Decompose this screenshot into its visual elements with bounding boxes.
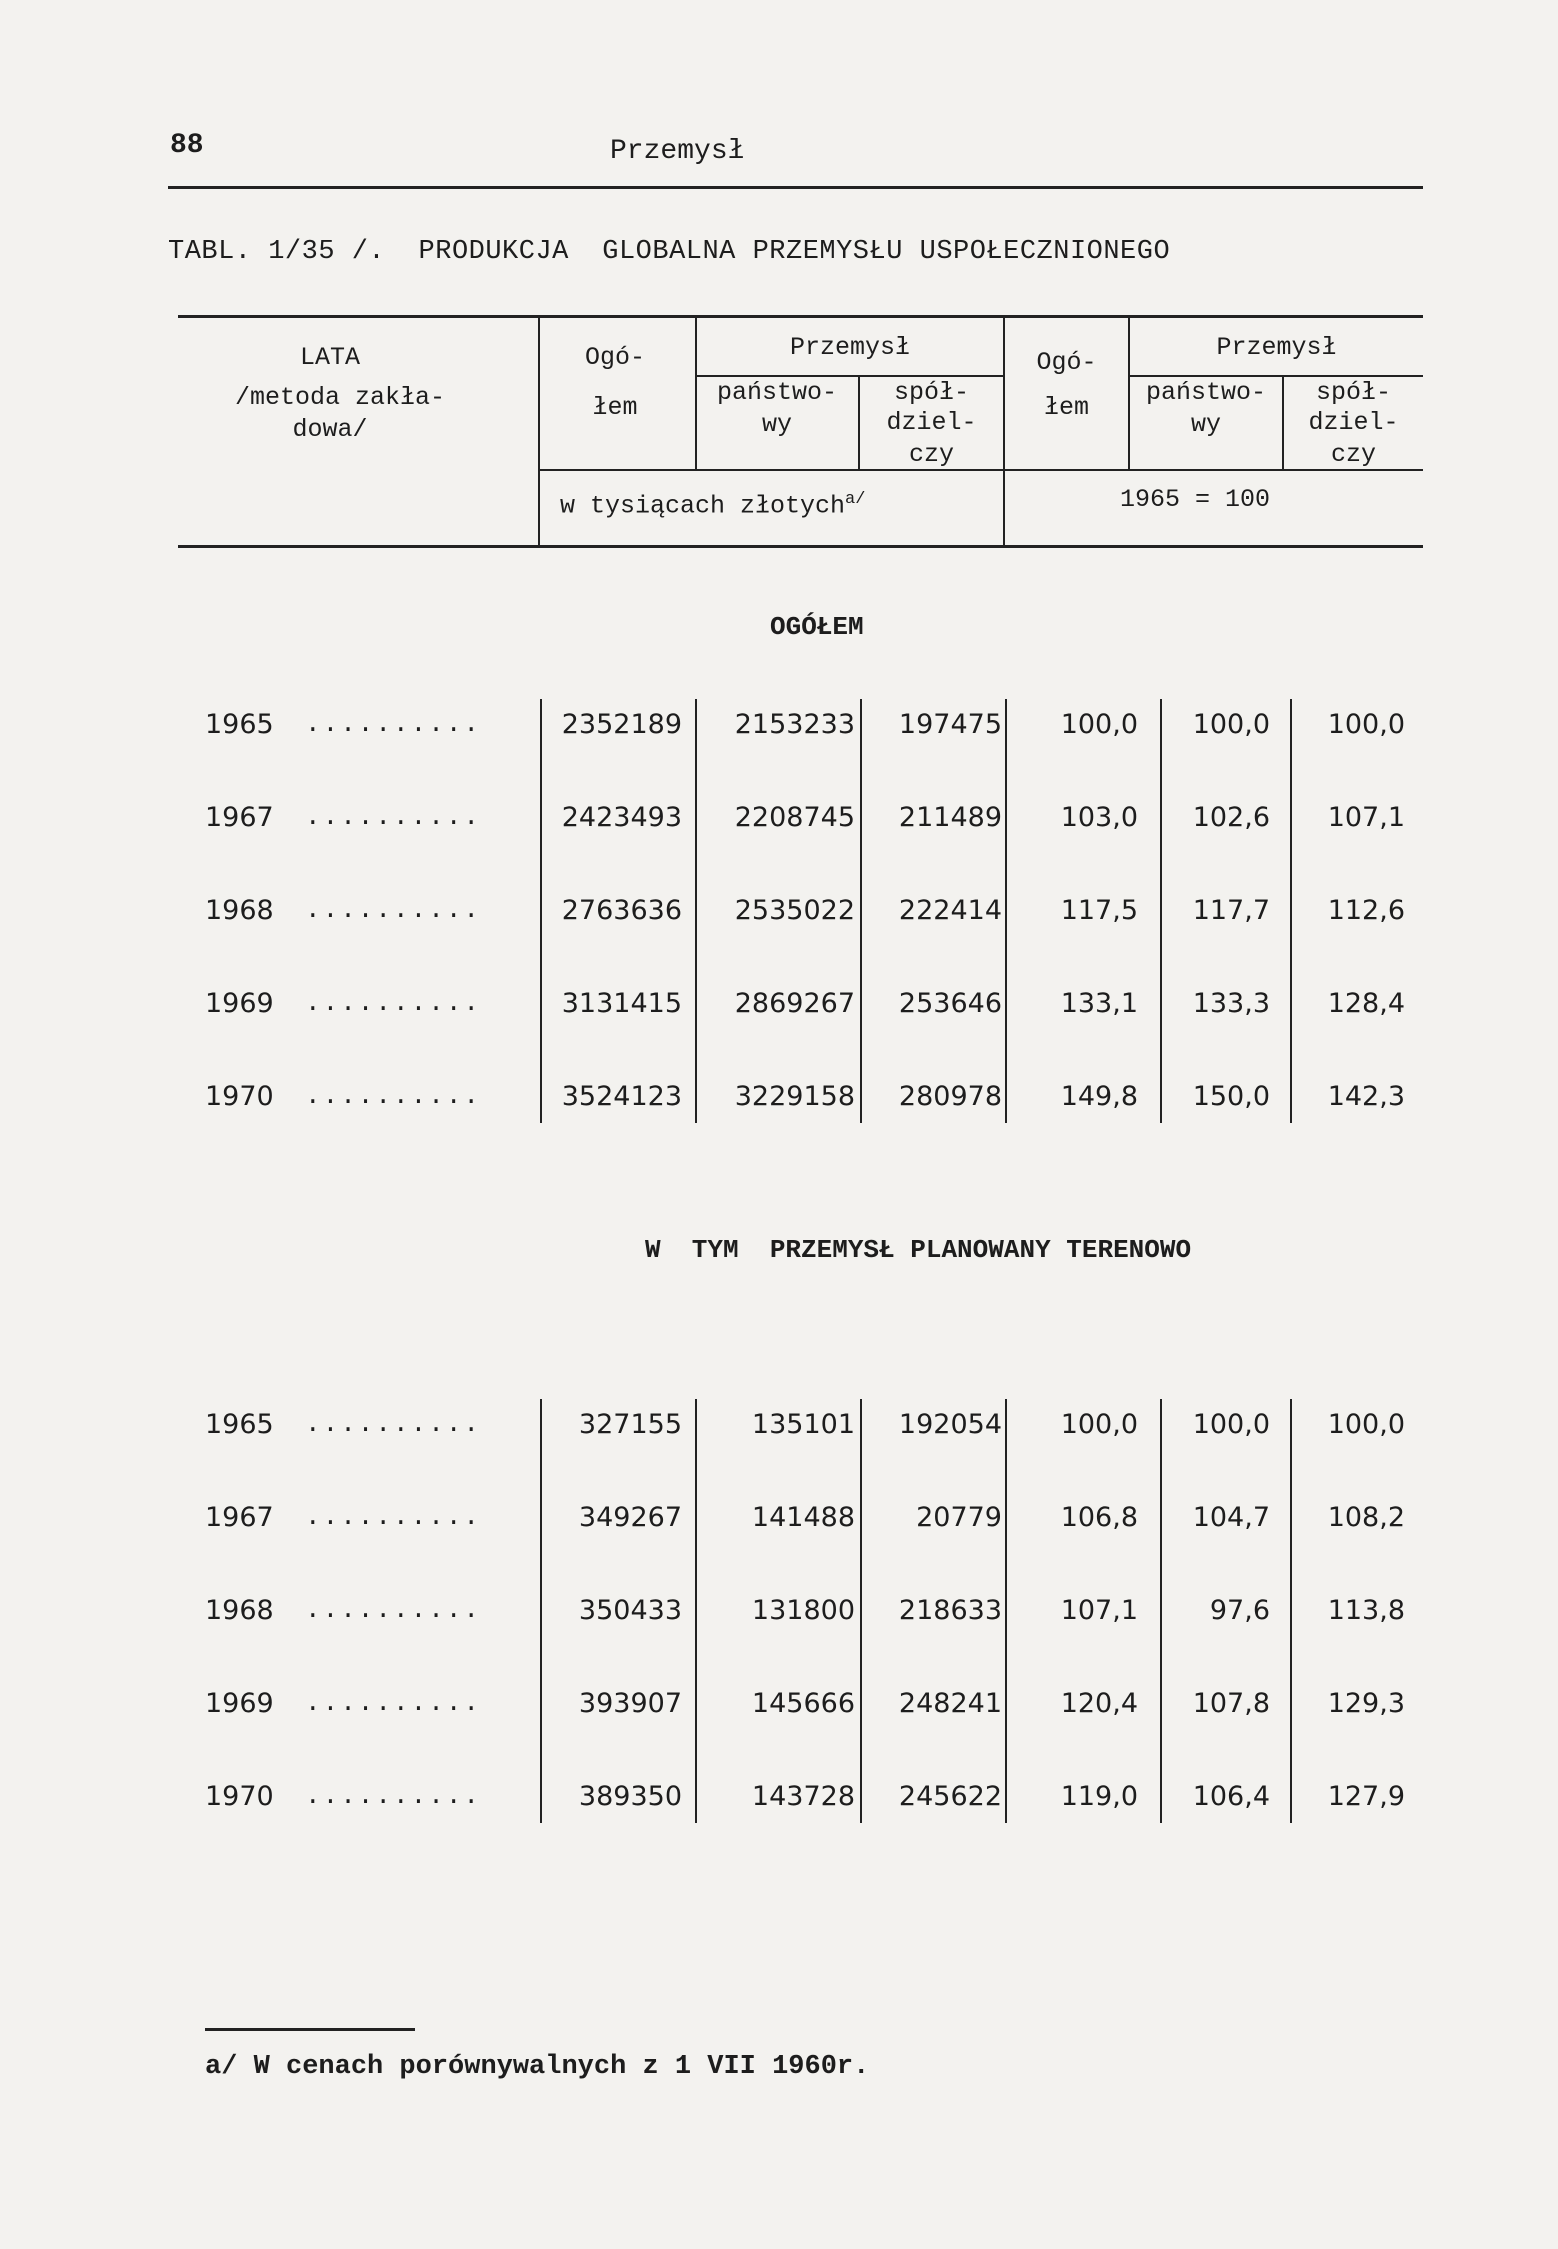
header-metoda-2: dowa/	[292, 415, 368, 444]
table-cell: 108,2	[1327, 1502, 1405, 1533]
table-cell: 102,6	[1192, 802, 1270, 833]
header-lata: LATA	[299, 343, 360, 372]
table-cell: 2208745	[734, 802, 855, 833]
header-spoldzielczy-2: spół-	[1315, 378, 1391, 407]
table-cell: 3229158	[734, 1081, 855, 1112]
table-cell: 119,0	[1060, 1781, 1138, 1812]
table-cell: 248241	[898, 1688, 1002, 1719]
table-cell: 113,8	[1327, 1595, 1405, 1626]
header-panstwowy-2: państwo-	[1145, 378, 1267, 407]
header-unit-thousands: w tysiącach złotych$^{a/}$	[560, 490, 866, 521]
table-cell: 133,3	[1192, 988, 1270, 1019]
header-rule	[168, 186, 1423, 189]
table-cell: 393907	[578, 1688, 682, 1719]
table-cell: 104,7	[1192, 1502, 1270, 1533]
table-cell: 131800	[751, 1595, 855, 1626]
table-cell: 100,0	[1060, 1409, 1138, 1440]
table-row	[0, 1405, 1558, 1449]
table-row	[0, 1077, 1558, 1121]
leader-dots: ..........	[305, 1502, 482, 1532]
table-cell: 107,8	[1192, 1688, 1270, 1719]
row-year: 1969	[205, 988, 274, 1019]
header-panstwowy-1: państwo-	[716, 378, 838, 407]
table-cell: 211489	[898, 802, 1002, 833]
header-metoda: /metoda zakła-	[234, 383, 446, 412]
leader-dots: ..........	[305, 709, 482, 739]
table-cell: 128,4	[1327, 988, 1405, 1019]
table-cell: 129,3	[1327, 1688, 1405, 1719]
table-cell: 133,1	[1060, 988, 1138, 1019]
footnote-rule	[205, 2028, 415, 2031]
table-cell: 107,1	[1327, 802, 1405, 833]
table-cell: 2423493	[561, 802, 682, 833]
running-title: Przemysł	[610, 136, 745, 167]
footnote-marker: a/	[845, 490, 866, 509]
table-cell: 120,4	[1060, 1688, 1138, 1719]
table-cell: 97,6	[1209, 1595, 1270, 1626]
table-row	[0, 1684, 1558, 1728]
section-label-terenowo: W TYM PRZEMYSŁ PLANOWANY TERENOWO	[645, 1235, 1192, 1265]
footnote: a/ W cenach porównywalnych z 1 VII 1960r.	[205, 2052, 870, 2082]
table-cell: 2153233	[734, 709, 855, 740]
header-bottom-rule	[178, 545, 1423, 548]
table-cell: 150,0	[1192, 1081, 1270, 1112]
table-cell: 253646	[898, 988, 1002, 1019]
header-spoldzielczy-2c: czy	[1330, 440, 1376, 469]
row-year: 1965	[205, 709, 274, 740]
table-cell: 100,0	[1060, 709, 1138, 740]
table-cell: 107,1	[1060, 1595, 1138, 1626]
row-year: 1968	[205, 1595, 274, 1626]
header-spoldzielczy-1: spół-	[893, 378, 969, 407]
row-year: 1969	[205, 1688, 274, 1719]
table-cell: 127,9	[1327, 1781, 1405, 1812]
table-cell: 222414	[898, 895, 1002, 926]
header-przemysl-1: Przemysł	[789, 333, 911, 362]
table-cell: 280978	[898, 1081, 1002, 1112]
leader-dots: ..........	[305, 1595, 482, 1625]
table-row	[0, 984, 1558, 1028]
leader-dots: ..........	[305, 1688, 482, 1718]
row-year: 1967	[205, 802, 274, 833]
table-cell: 117,5	[1060, 895, 1138, 926]
table-cell: 3524123	[561, 1081, 682, 1112]
table-cell: 142,3	[1327, 1081, 1405, 1112]
table-cell: 2352189	[561, 709, 682, 740]
table-cell: 141488	[751, 1502, 855, 1533]
header-spoldzielczy-1b: dziel-	[886, 408, 977, 437]
table-title: TABL. 1/35 /. PRODUKCJA GLOBALNA PRZEMYSŁU USPOŁECZNIONEGO	[168, 237, 1171, 267]
header-panstwowy-1b: wy	[761, 410, 792, 439]
table-cell: 350433	[578, 1595, 682, 1626]
table-cell: 327155	[578, 1409, 682, 1440]
header-ogolem-2: Ogó-	[1036, 348, 1097, 377]
leader-dots: ..........	[305, 895, 482, 925]
row-year: 1970	[205, 1081, 274, 1112]
table-cell: 2535022	[734, 895, 855, 926]
table-row	[0, 1591, 1558, 1635]
row-year: 1967	[205, 1502, 274, 1533]
table-cell: 3131415	[561, 988, 682, 1019]
table-row	[0, 1498, 1558, 1542]
table-cell: 100,0	[1327, 1409, 1405, 1440]
table-cell: 117,7	[1192, 895, 1270, 926]
table-cell: 197475	[898, 709, 1002, 740]
table-cell: 100,0	[1327, 709, 1405, 740]
row-year: 1970	[205, 1781, 274, 1812]
table-cell: 145666	[751, 1688, 855, 1719]
table-cell: 192054	[898, 1409, 1002, 1440]
table-cell: 389350	[578, 1781, 682, 1812]
table-cell: 20779	[916, 1502, 1002, 1533]
header-ogolem-1: Ogó-	[584, 343, 645, 372]
header-panstwowy-2b: wy	[1190, 410, 1221, 439]
header-przemysl-2: Przemysł	[1216, 333, 1337, 362]
leader-dots: ..........	[305, 1781, 482, 1811]
header-unit-index: 1965 = 100	[1119, 485, 1271, 514]
header-ogolem-1b: łem	[592, 393, 638, 422]
leader-dots: ..........	[305, 802, 482, 832]
table-row	[0, 1777, 1558, 1821]
header-ogolem-2b: łem	[1043, 393, 1089, 422]
header-top-rule	[178, 315, 1423, 318]
table-cell: 135101	[751, 1409, 855, 1440]
table-cell: 218633	[898, 1595, 1002, 1626]
table-row	[0, 705, 1558, 749]
table-cell: 2763636	[561, 895, 682, 926]
row-year: 1965	[205, 1409, 274, 1440]
table-cell: 349267	[578, 1502, 682, 1533]
table-cell: 112,6	[1327, 895, 1405, 926]
table-row	[0, 891, 1558, 935]
header-spoldzielczy-2b: dziel-	[1308, 408, 1399, 437]
table-cell: 106,4	[1192, 1781, 1270, 1812]
section-label-ogolem: OGÓŁEM	[770, 612, 864, 642]
table-cell: 103,0	[1060, 802, 1138, 833]
table-cell: 100,0	[1192, 1409, 1270, 1440]
table-cell: 106,8	[1060, 1502, 1138, 1533]
table-row	[0, 798, 1558, 842]
table-cell: 245622	[898, 1781, 1002, 1812]
page-number: 88	[170, 130, 204, 161]
table-cell: 143728	[751, 1781, 855, 1812]
table-cell: 100,0	[1192, 709, 1270, 740]
table-cell: 149,8	[1060, 1081, 1138, 1112]
header-spoldzielczy-1c: czy	[908, 440, 954, 469]
leader-dots: ..........	[305, 988, 482, 1018]
table-cell: 2869267	[734, 988, 855, 1019]
leader-dots: ..........	[305, 1081, 482, 1111]
row-year: 1968	[205, 895, 274, 926]
leader-dots: ..........	[305, 1409, 482, 1439]
